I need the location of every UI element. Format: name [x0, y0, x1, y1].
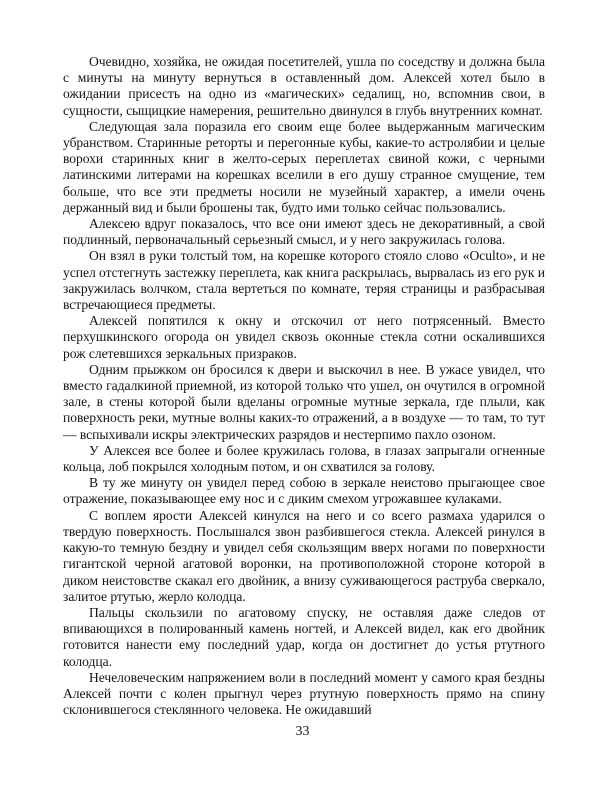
- paragraph-4: Он взял в руки толстый том, на корешке которого стояло слово «Oculto», и не успел отстегнуть застежку переплета, как книга раскрылась, вырвалась из его рук и закружилась волчком, стала вертеться по комнате, теряя страницы и разбрасывая встречающиеся предметы.: [63, 248, 546, 313]
- paragraph-2: Следующая зала поразила его своим еще более выдержанным магическим убранством. Старинные реторты и перегонные кубы, какие-то астролябии и целые ворохи старинных книг в желто-серых переплетах свиной кожи, с черными латинскими литерами на корешках вселили в его душу странное смущение, тем больше, что все эти предметы носили не музейный характер, а имели очень держанный вид и были брошены так, будто ими только сейчас пользовались.: [63, 118, 545, 215]
- paragraph-6: Одним прыжком он бросился к двери и выскочил в нее. В ужасе увидел, что вместо гадалкиной приемной, из которой только что ушел, он очутился в огромной зале, в стены которой были вделаны огромные мутные зеркала, где плыли, как поверхность реки, мутные волны каких-то отражений, а в воздухе — то там, то тут — вспыхивали искры электрических разрядов и нестерпимо пахло озоном.: [63, 361, 545, 442]
- body-text: [63, 54, 545, 718]
- page-number: 33: [295, 724, 310, 739]
- paragraph-7: У Алексея все более и более кружилась голова, в глазах запрыгали огненные кольца, лоб покрылся холодным потом, и он схватился за голову.: [63, 442, 545, 475]
- paragraph-8: В ту же минуту он увидел перед собою в зеркале неистово прыгающее свое отражение, показывающее ему нос и с диким смехом угрожавшее кулаками.: [63, 475, 545, 507]
- paragraph-10: Пальцы скользили по агатовому спуску, не оставляя даже следов от впивающихся в полированный камень ногтей, и Алексей видел, как его двойник готовится нанести ему последний удар, когда он достигнет до устья ртутного колодца.: [63, 604, 545, 669]
- paragraph-5: Алексей попятился к окну и отскочил от него потрясенный. Вместо перхушкинского огорода он увидел сквозь оконные стекла сотни оскалившихся рож слетевшихся зеркальных призраков.: [63, 313, 545, 361]
- paragraph-3: Алексею вдруг показалось, что все они имеют здесь не декоративный, а свой подлинный, первоначальный серьезный смысл, и у него закружилась голова.: [63, 216, 545, 248]
- paragraph-1: Очевидно, хозяйка, не ожидая посетителей, ушла по соседству и должна была с минуты на минуту вернуться в оставленный дом. Алексей хотел было в ожидании присесть на одно из «магических» седалищ, но, вспомнив свои, в сущности, сыщицкие намерения, решительно двинулся в глубь внутренних комнат.: [63, 54, 545, 118]
- paragraph-9: С воплем ярости Алексей кинулся на него и со всего размаха ударился о твердую поверхность. Послышался звон разбившегося стекла. Алексей ринулся в какую-то темную бездну и увидел себя скользящим вверх ногами по поверхности гигантской черной агатовой воронки, на противоположной стороне которой в диком неистовстве скакал его двойник, а внизу суживающегося раструба сверкало, залитое ртутью, жерло колодца.: [63, 507, 545, 604]
- paragraph-11: Нечеловеческим напряжением воли в последний момент у самого края бездны Алексей почти с колен прыгнул через ртутную поверхность прямо на спину склонившегося стеклянного человека. Не ожидавший: [63, 669, 545, 718]
